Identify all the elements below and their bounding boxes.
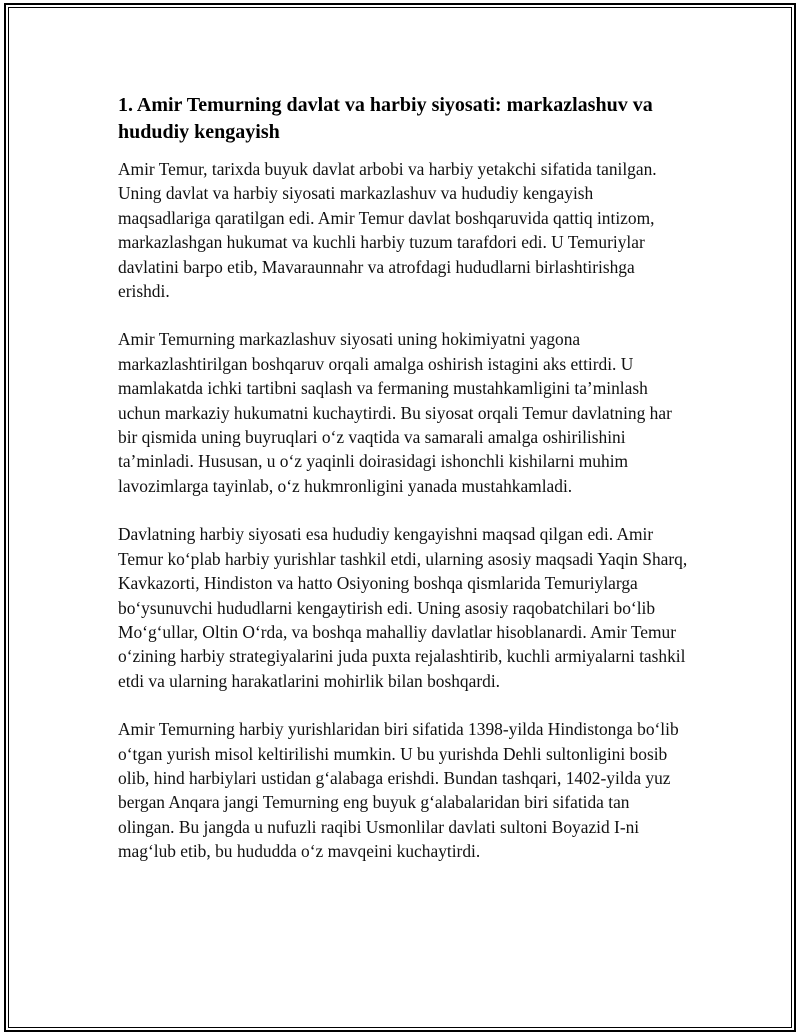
paragraph-1: Amir Temur, tarixda buyuk davlat arbobi va harbiy yetakchi sifatida tanilgan. Uning davlat va harbiy siyosati markazlashuv va hududiy kengayish maqsadlariga qaratilgan edi. Amir Temur davlat boshqaruvida qattiq intizom, markazlashgan hukumat va kuchli harbiy tuzum tarafdori edi. U Temuriylar davlatini barpo etib, Mavaraunnahr va atrofdagi hududlarni birlashtirishga erishdi. — [118, 159, 657, 302]
paragraph-3: Davlatning harbiy siyosati esa hududiy kengayishni maqsad qilgan edi. Amir Temur ko‘plab harbiy yurishlar tashkil etdi, ularning asosiy maqsadi Yaqin Sharq, Kavkazorti, Hindiston va hatto Osiyoning boshqa qismlarida Temuriylarga bo‘ysunuvchi hududlarni kengaytirish edi. Uning asosiy raqobatchilari bo‘lib Mo‘g‘ullar, Oltin O‘rda, va boshqa mahalliy davlatlar hisoblanardi. Amir Temur o‘zining harbiy strategiyalarini juda puxta rejalashtirib, kuchli armiyalarni tashkil etdi va ularning harakatlarini mohirlik bilan boshqardi. — [118, 524, 688, 691]
document-body — [118, 92, 688, 888]
section-heading: 1. Amir Temurning davlat va harbiy siyosati: markazlashuv va hududiy kengayish — [118, 94, 653, 143]
paragraph-4: Amir Temurning harbiy yurishlaridan biri sifatida 1398-yilda Hindistonga bo‘lib o‘tgan yurish misol keltirilishi mumkin. U bu yurishda Dehli sultonligini bosib olib, hind harbiylari ustidan g‘alabaga erishdi. Bundan tashqari, 1402-yilda yuz bergan Anqara jangi Temurning eng buyuk g‘alabalaridan biri sifatida tan olingan. Bu jangda u nufuzli raqibi Usmonlilar davlati sultoni Boyazid I-ni mag‘lub etib, bu hududda o‘z mavqeini kuchaytirdi. — [118, 719, 679, 862]
paragraph-2: Amir Temurning markazlashuv siyosati uning hokimiyatni yagona markazlashtirilgan boshqaruv orqali amalga oshirish istagini aks ettirdi. U mamlakatda ichki tartibni saqlash va fermaning mustahkamligini ta’minlash uchun markaziy hukumatni kuchaytirdi. Bu siyosat orqali Temur davlatning har bir qismida uning buyruqlari o‘z vaqtida va samarali amalga oshirilishini ta’minladi. Hususan, u o‘z yaqinli doirasidagi ishonchli kishilarni muhim lavozimlarga tayinlab, o‘z hukmronligini yanada mustahkamladi. — [118, 329, 672, 496]
